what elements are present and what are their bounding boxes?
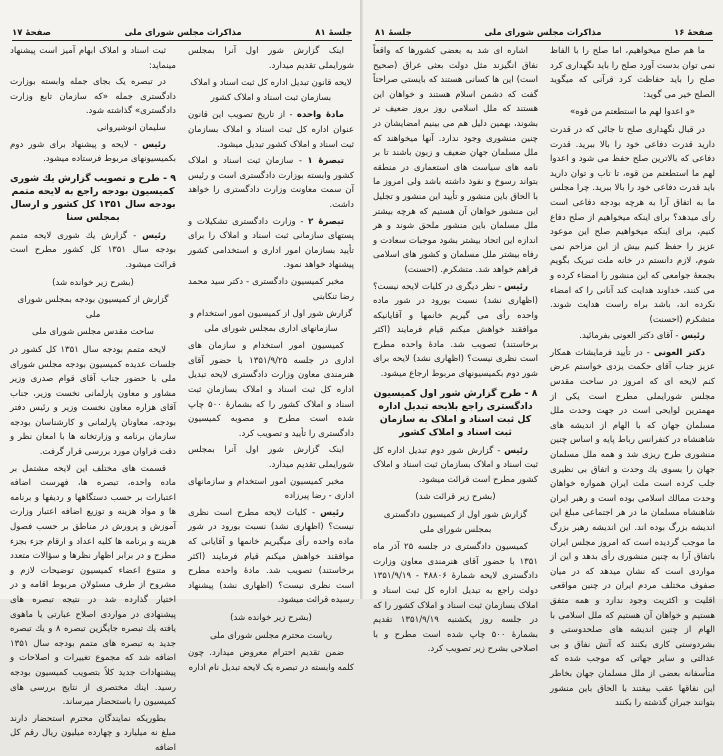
page-16 xyxy=(363,0,723,709)
paragraph xyxy=(550,346,715,711)
column-right xyxy=(550,44,715,709)
section-heading xyxy=(373,387,538,439)
session-number: جلسهٔ ۸۱ xyxy=(315,28,352,38)
speaker-name: رئیس xyxy=(504,281,528,292)
paragraph xyxy=(188,154,354,212)
paragraph-text: «و اعدوا لهم ما استطعتم من قوه» xyxy=(569,107,696,118)
paragraph xyxy=(10,343,176,460)
paragraph-text: کمیسیون دادگستری در جلسه ۲۵ آذر ماه ۱۳۵۱ با حضور آقای هنرمندی معاون وزارت دادگستری لایحه شمارهٔ ۴۸۸۰۶ - ۱۳۵۱/۹/۱۹ دولت راجع به تبدیل اداره کل ثبت اسناد و املاک بسازمان ثبت اسناد و املاک کشور را که در جلسه روز یکشنبه ۱۳۵۱/۹/۱۹ تقدیم بشمارهٔ ۵۰۰ چاپ شده است مطرح و با اصلاحی بشرح زیر تصویب کرد. xyxy=(373,542,538,655)
paragraph xyxy=(10,44,176,73)
paragraph-text: - در تأیید فرمایشات همکار عزیز جناب آقای حکمت یزدی خواستم عرض کنم لایحه ای که امروز در ساحت مقدس مجلس شورایملی مطرح است یکی از مهمترین لوایحی است در جهت وحدت ملل مسلمان جهان که با الهام از اندیشه های شاهنشاه در کنفرانس رباط پایه و اساس چنین منشوری طرح ریزی شد و همه ملل مسلمان جهان را بسوی یك وحدت و اتفاق بی نظیری جلب کرده است ملت ایران همواره خواهان وحدت ممالك اسلامی بوده است و رهبر ایران شاهنشاه مسلمان ما در هر اجتماعی مبلغ این اندیشه بزرگ بوده اند. این اندیشه رهبر بزرگ ما موجب گردیده است که امروز مجلس ایران باتفاق آرا به چنین منشوری رأی بدهد و این از مواردی است که نشان میدهد که در میان صفوف مختلف مردم ایران در چنین مواقعی اقلیت و اکثریت وجود ندارد و همه متفق هستیم و خواهان آن هستیم که ملل اسلامی با الهام از چنین اندیشه های صلحدوستی و بشردوستی کاری بکنند که آتش نفاق و بی عدالتی و سایر جهاتی که موجب شده که متأسفانه بعضی از ملل مسلمان جهان بخاطر این نفاقها عقب بیفتند با الحاق باین منشور بتوانند جبران گذشته را بکنند xyxy=(550,347,715,709)
paragraph xyxy=(373,44,538,278)
page-number: صفحهٔ ۱۶ xyxy=(674,28,713,38)
paragraph xyxy=(10,229,176,273)
paragraph-text: قسمت های مختلف این لایحه مشتمل بر ماده واحده، تبصره ها، فهرست اضافه اعتبارات بر حسب دستگاهها و ردیفها و برنامه ها و مواد هزینه و توزیع اضافه اعتبار وزارت آموزش و پرورش در مناطق بر حسب فصول هزینه و برنامه ها کلیه اعداد و ارقام جزء بجزء مطرح و در برابر اظهار نظرها و سؤالات متعدد و متنوع اعضاء کمیسیون توضیحات لازم و مشروح از طرف مسئولان مربوط اقامه و در اختیار گذارده شد در نتیجه تبصره های پیشنهادی در مواردی اصلاح عبارتی یا ماهوی یافته یك تبصره جایگزین تبصره ۸ و یك تبصره جدید به تبصره های متمم بودجه سال ۱۳۵۱ اضافه شد که مجموع تغییرات و اصلاحات و پیشنهادات جدید کلاً بتصویب کمیسیون بودجه رسید. اینك مختصری از نتایج بررسی های کمیسیون را باستحضار میرساند. xyxy=(10,463,176,708)
paragraph-text: - نظر دیگری در کلیات لایحه نیست؟ (اظهاری نشد) نسبت بورود در شور ماده واحده رأی می گیریم خانمها و آقایانیکه موافقند خواهش میکنم قیام فرمایند (اکثر برخاستند) تصویب شد. مادهٔ واحده مطرح است نظری نیست؟ (اظهاری نشد) لایحه برای شور دوم بکمیسیونهای مربوط ارجاع میشود. xyxy=(373,281,538,380)
running-header xyxy=(12,26,352,41)
paragraph xyxy=(188,506,354,608)
paragraph xyxy=(188,44,354,73)
centered-line xyxy=(188,76,354,105)
paragraph-text: - گزارش یك شوری لایحه متمم بودجه سال ۱۳۵۱ کل کشور مطرح است قرائت میشود. xyxy=(10,230,176,270)
paragraph-text: ریاست محترم مجلس شورای ملی xyxy=(210,630,332,641)
paragraph-text: مخبر کمیسیون امور استخدام و سازمانهای اداری - رضا پیرزاده xyxy=(188,476,354,502)
paragraph-text: اینک گزارش شور اول آنرا بمجلس شورایملی تقدیم میدارد. xyxy=(188,445,354,471)
paragraph xyxy=(188,475,354,504)
column-left xyxy=(10,44,176,753)
paragraph-text: ۹ - طرح و تصویب گزارش یك شوری کمیسیون بودجه راجع به لایحه متمم بودجه سال ۱۳۵۱ کل کشور و ارسال بمجلس سنا xyxy=(10,172,176,223)
paragraph-text: - آقای دکتر العونی بفرمائید. xyxy=(579,331,682,342)
page-17 xyxy=(0,0,362,753)
column-right xyxy=(188,44,354,673)
paragraph xyxy=(10,75,176,119)
paragraph-text: مخبر کمیسیون دادگستری - دکتر سید محمد رضا تنکابنی xyxy=(188,276,354,302)
text-columns xyxy=(373,44,715,709)
session-number: جلسهٔ ۸۱ xyxy=(375,28,412,38)
paragraph-text: ساحت مقدس مجلس شورای ملی xyxy=(32,327,154,338)
paragraph-text: ثبت اسناد و املاک ابهام آمیز است پیشنهاد مینماید: xyxy=(10,46,176,71)
paragraph xyxy=(550,329,715,344)
running-header xyxy=(375,26,713,41)
paragraph-text: (بشرح زیر خوانده شد) xyxy=(52,277,134,288)
paragraph xyxy=(188,108,354,152)
paragraph-text: ۸ - طرح گزارش شور اول کمیسیون دادگستری راجع بلایحه تبدیل اداره کل ثبت اسناد و املاک به سازمان ثبت اسناد و املاک کشور xyxy=(373,387,538,438)
paragraph-text: در تبصره یک بجای جمله وابسته بوزارت دادگستری جمله «که سازمان تابع وزارت دادگستری» گذاشته شود. xyxy=(10,77,176,117)
paragraph xyxy=(550,123,715,327)
speaker-name: دکتر العونی xyxy=(654,347,705,358)
speaker-name: رئیس xyxy=(142,230,166,241)
paragraph-text: ضمن تقدیم احترام معروض میدارد. چون کلمه وابسته در تبصره یک لایحه تبدیل نام اداره xyxy=(188,648,354,673)
paragraph-text: سلیمان انوشیروانی xyxy=(96,122,166,133)
paragraph xyxy=(550,44,715,102)
paragraph xyxy=(188,443,354,472)
paragraph xyxy=(188,215,354,273)
header-title: مذاکرات مجلس شورای ملی xyxy=(124,28,242,38)
centered-line xyxy=(10,276,176,291)
centered-line xyxy=(188,307,354,336)
paragraph-text: - از تاریخ تصویب این قانون عنوان اداره کل ثبت اسناد و املاک بسازمان ثبت اسناد و املاک کشور تبدیل میشود. xyxy=(188,110,354,150)
centered-line xyxy=(550,105,715,120)
paragraph-text: گزارش شور اول از کمیسیون امور استخدام و سازمانهای اداری بمجلس شورای ملی xyxy=(189,309,353,334)
paragraph xyxy=(373,280,538,382)
speaker-name: مادهٔ واحده xyxy=(296,110,344,121)
centered-line xyxy=(373,508,538,537)
paragraph-text: اینک گزارش شور اول آنرا بمجلس شورایملی تقدیم میدارد. xyxy=(188,46,354,71)
paragraph xyxy=(188,339,354,441)
paragraph-text: - گزارش شور دوم تبدیل اداره کل ثبت اسناد و املاک بسازمان ثبت اسناد و املاک کشور مطرح است قرائت میشود. xyxy=(373,445,538,485)
paragraph-text: - لایحه و پیشنهاد برای شور دوم بکمیسیونهای مربوط فرستاده میشود. xyxy=(10,139,176,165)
centered-line xyxy=(373,490,538,505)
paragraph xyxy=(188,646,354,675)
speaker-name: رئیس xyxy=(681,331,705,342)
paragraph-text: - کلیات لایحه مطرح است نظری نیست؟ (اظهاری نشد) نسبت بورود در شور ماده واحده رأی میگیریم خانمها و آقایانی که موافقند خواهش میکنم قیام فرمایند (اکثر برخاستند) تصویب شد. مادهٔ واحده مطرح است نظری نیست؟ (اظهاری نشد) پیشنهاد رسیده قرائت میشود. xyxy=(188,507,354,606)
paragraph xyxy=(10,462,176,710)
paragraph xyxy=(10,712,176,756)
centered-line xyxy=(10,325,176,340)
speaker-name: تبصرهٔ ۱ xyxy=(307,156,344,167)
header-title: مذاکرات مجلس شورای ملی xyxy=(484,28,602,38)
paragraph-text: لایحه متمم بودجه سال ۱۳۵۱ کل کشور در جلسات عدیده کمیسیون بودجه مجلس شورای ملی با حضور جناب آقای قوام صدری وزیر مشاور و معاون پارلمانی نخست وزیر، جناب آقای هزاره معاون نخست وزیر و رئیس دفتر بودجه، معاونان پارلمانی و کارشناسان بودجه سازمان برنامه و وزارتخانه ها با امعان نظر و دقت فراوان مورد بررسی قرار گرفت. xyxy=(10,344,176,458)
paragraph-text: گزارش از کمیسیون بودجه بمجلس شورای ملی xyxy=(17,295,169,320)
paragraph-text: (بشرح زیر خوانده شد) xyxy=(230,612,312,623)
paragraph xyxy=(10,121,176,136)
section-heading xyxy=(10,172,176,224)
column-left xyxy=(373,44,538,655)
speaker-name: رئیس xyxy=(320,507,344,518)
centered-line xyxy=(188,629,354,644)
paragraph-text: (بشرح زیر قرائت شد) xyxy=(415,492,496,503)
paragraph xyxy=(188,275,354,304)
paragraph xyxy=(373,444,538,488)
speaker-name: رئیس xyxy=(142,139,166,150)
centered-line xyxy=(188,611,354,626)
text-columns xyxy=(10,44,354,753)
paragraph-text: کمیسیون امور استخدام و سازمان های اداری در جلسه ۱۳۵۱/۹/۲۵ با حضور آقای هنرمندی معاون وزارت دادگستری لایحه تبدیل اداره کل ثبت اسناد و املاک بسازمان ثبت اسناد و املاک کشور را که بشمارهٔ ۵۰۰ چاپ شده است مطرح و مصوبه کمیسیون دادگستری را تأیید و تصویب کرد. xyxy=(188,341,354,439)
page-number: صفحهٔ ۱۷ xyxy=(12,28,51,38)
centered-line xyxy=(10,293,176,322)
paragraph-text: اشاره ای شد به بعضی کشورها که واقعاً نفاق انگیزند مثل دولت بعثی عراق (صحیح است) این ها کسانی هستند که بایستی صراحتاً گفت که دشمن اسلام هستند و خواهان این هستند که ملل اسلامی روز بروز ضعیف تر بشوند، بهمین دلیل هم می بینیم امضایشان در چنین منشوری وجود ندارد. آنها میخواهند که ملل مسلمان جهان ضعیف و زبون باشند تا بر نامه های سیاست های استعماری در منطقه بتواند رسوخ و نفوذ داشته باشد ولی امروز ما با الحاق باین منشور و تأیید این منشور و تجلیل این منشور خواهان آن هستیم که هرچه بیشتر ملل مسلمان باین منشور ملحق شوند و هر اندازه این اتحاد بیشتر بشود موجبات سعادت و رفاه بیشتر ملل مسلمان و کشور های اسلامی فراهم خواهد شد. متشکرم. (احسنت) xyxy=(373,46,538,275)
paragraph-text: - وزارت دادگستری تشکیلات و پستهای سازمانی ثبت اسناد و املاک را برای تأیید بسازمان امور اداری و استخدامی کشور پیشنهاد خواهد نمود. xyxy=(188,216,354,271)
paragraph-text: لایحه قانون تبدیل اداره کل ثبت اسناد و املاک بسازمان ثبت اسناد و املاک کشور xyxy=(190,78,352,103)
paragraph-text: گزارش شور اول از کمیسیون دادگستری بمجلس شورای ملی xyxy=(383,510,528,535)
paragraph-text: - سازمان ثبت اسناد و املاک کشور وابسته بوزارت دادگستری است و رئیس آن سمت معاونت وزارت دادگستری را خواهد داشت. xyxy=(188,156,354,210)
speaker-name: تبصرهٔ ۲ xyxy=(308,216,344,227)
paragraph xyxy=(10,138,176,167)
paragraph-text: بطوریکه نمایندگان محترم استحضار دارند مبلغ نه میلیارد و چهارده میلیون ریال رقم کل اضافه xyxy=(10,713,176,753)
paragraph-text: در قبال نگهداری صلح تا جائی که در قدرت دارید قدرت دفاعی خود را بالا ببرید. قدرت دفاعی که بالاترین صلح حفظ می شود و اعدوا لهم ما استطعتم من قوه، تا تاب و توان دارید باید قدرت دفاعی خود را بالا ببرید. چرا مجلس ما به اتفاق آرا به هرچه بودجه دفاعی است رأی میدهد؟ برای اینکه میخواهیم از صلح دفاع کنیم، برای اینکه میخواهیم صلح این موعود عزیز را حفظ کنیم بیش از این مزاحم نمی شوم، لازم دانستم در خانه ملت تبریک بگویم بجمعهٔ جوامعی که این منشور را امضاء کرده و می کنند، خداوند هدایت کند آنانی را که امضاء نکرده اند، باشد براه راست هدایت شوند. متشکرم (احسنت) xyxy=(550,124,715,325)
speaker-name: رئیس xyxy=(504,445,528,456)
paragraph-text: ما هم صلح میخواهیم، اما صلح را با الفاظ نمی توان بدست آورد صلح را باید نگهداری کرد صلح را باید حفاظت کرد قرآنی که میگوید الصلح خیر می گوید: xyxy=(550,46,715,100)
